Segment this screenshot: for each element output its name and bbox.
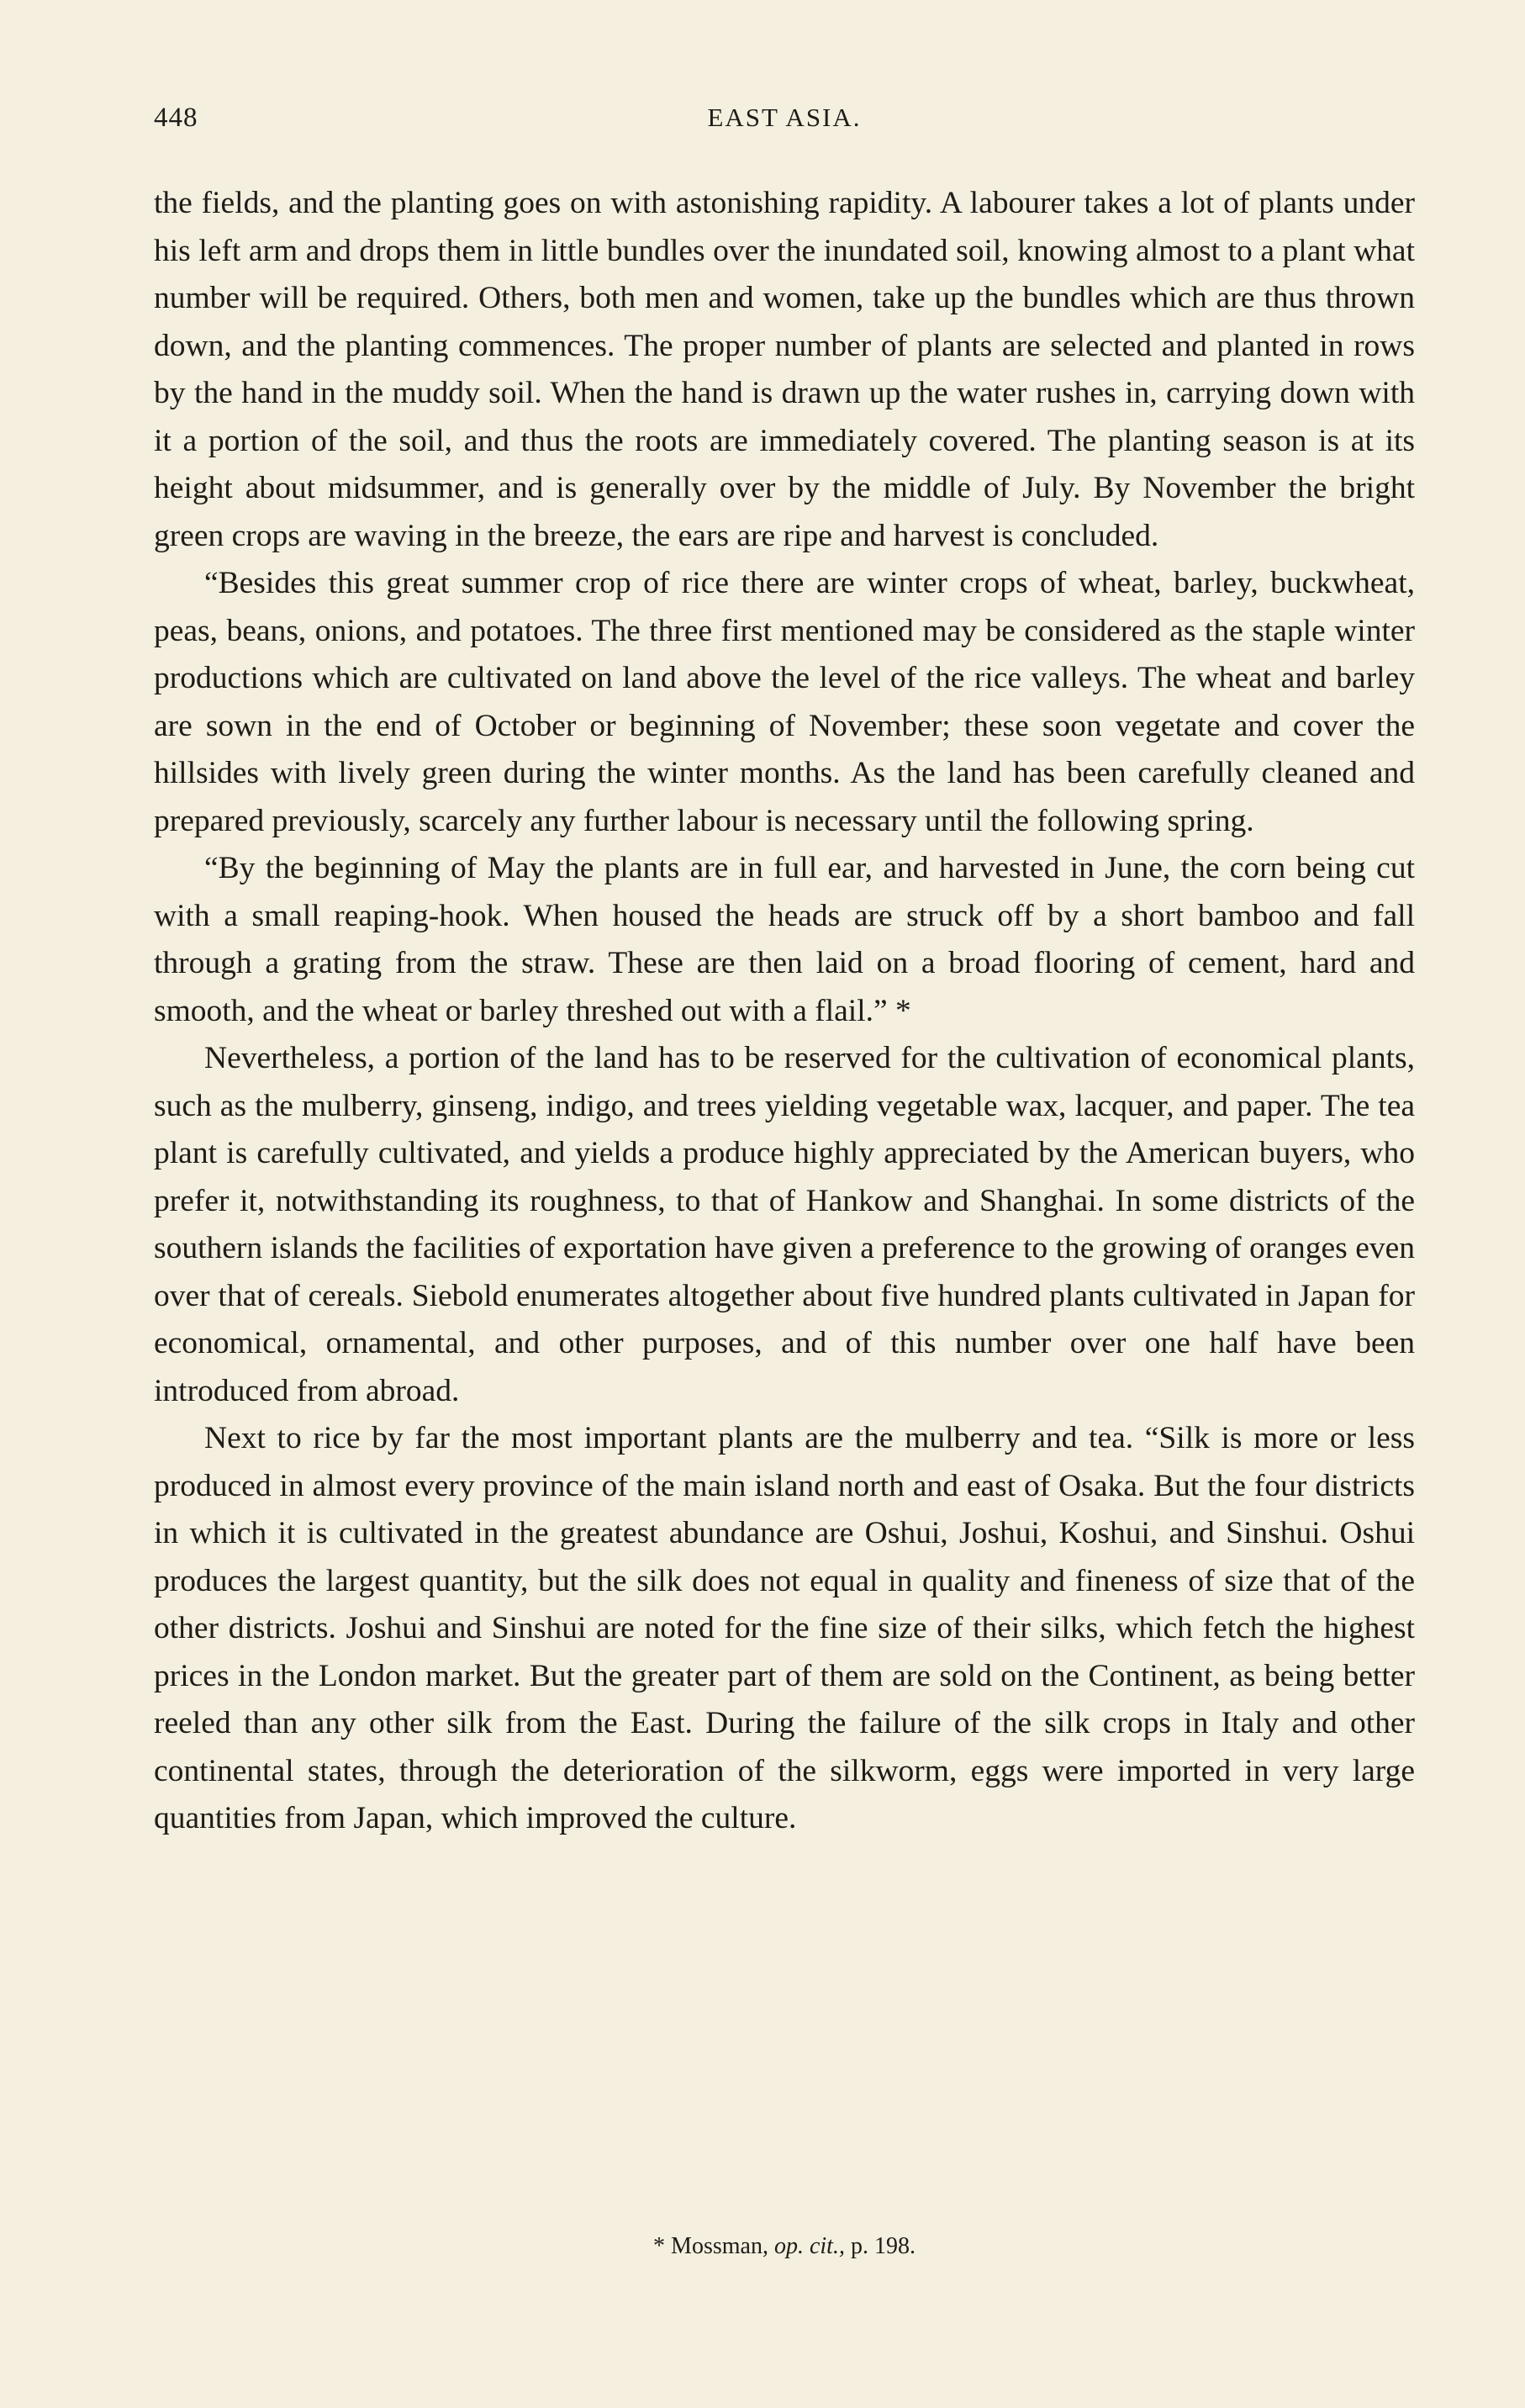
page-number: 448: [154, 103, 198, 133]
footnote-page: p. 198.: [850, 2233, 916, 2259]
footnote-ref: op. cit.,: [773, 2233, 845, 2259]
footnote-author: Mossman,: [671, 2233, 768, 2259]
body-text: [154, 180, 1415, 1843]
footnote: [154, 2233, 1415, 2260]
paragraph-harvest: “By the beginning of May the plants are in full ear, and harvested in June, the corn being cut with a small reaping-hook. When housed the heads are struck off by a short bamboo and fall through a grating from the straw. These are then laid on a broad flooring of cement, hard and smooth, and the wheat or barley threshed out with a flail.” *: [154, 851, 1415, 1028]
running-title: EAST ASIA.: [707, 103, 862, 132]
running-head: [154, 103, 1415, 140]
paragraph-winter-crops: “Besides this great summer crop of rice there are winter crops of wheat, barley, buckwheat, peas, beans, onions, and potatoes. The three first mentioned may be considered as the staple winter productions which are cultivated on land above the level of the rice valleys. The wheat and barley are sown in the end of October or beginning of November; these soon vegetate and cover the hillsides with lively green during the winter months. As the land has been carefully cleaned and prepared previously, scarcely any further labour is necessary until the following spring.: [154, 566, 1415, 838]
footnote-marker: *: [653, 2233, 666, 2259]
paragraph-silk: Next to rice by far the most important plants are the mulberry and tea. “Silk is more or less produced in almost every province of the main island north and east of Osaka. But the four districts in which it is cultivated in the greatest abundance are Oshui, Joshui, Koshui, and Sinshui. Oshui produces the largest quantity, but the silk does not equal in quality and fineness of size that of the other districts. Joshui and Sinshui are noted for the fine size of their silks, which fetch the highest prices in the London market. But the greater part of them are sold on the Continent, as being better reeled than any other silk from the East. During the failure of the silk crops in Italy and other continental states, through the deterioration of the silkworm, eggs were imported in very large quantities from Japan, which improved the culture.: [154, 1421, 1415, 1835]
paragraph-economical-plants: Nevertheless, a portion of the land has to be reserved for the cultivation of economical plants, such as the mulberry, ginseng, indigo, and trees yielding vegetable wax, lacquer, and paper. The tea plant is carefully cultivated, and yields a produce highly appreciated by the American buyers, who prefer it, notwithstanding its roughness, to that of Hankow and Shanghai. In some districts of the southern islands the facilities of exportation have given a preference to the growing of oranges even over that of cereals. Siebold enumerates altogether about five hundred plants cultivated in Japan for economical, ornamental, and other purposes, and of this number over one half have been introduced from abroad.: [154, 1041, 1415, 1408]
paragraph-rice-planting: the fields, and the planting goes on with astonishing rapidity. A labourer takes a lot of plants under his left arm and drops them in little bundles over the inundated soil, knowing almost to a plant what number will be required. Others, both men and women, take up the bundles which are thus thrown down, and the planting commences. The proper number of plants are selected and planted in rows by the hand in the muddy soil. When the hand is drawn up the water rushes in, carrying down with it a portion of the soil, and thus the roots are immediately covered. The planting season is at its height about midsummer, and is generally over by the middle of July. By November the bright green crops are waving in the breeze, the ears are ripe and harvest is concluded.: [154, 186, 1415, 553]
